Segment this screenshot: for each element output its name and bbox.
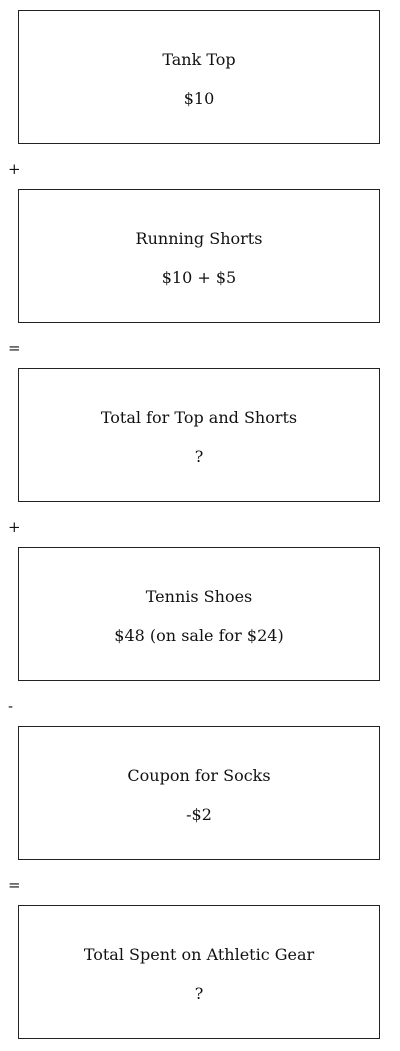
- box-title: Running Shorts: [135, 229, 263, 248]
- box-title: Total Spent on Athletic Gear: [83, 945, 315, 964]
- plus-operator: +: [8, 160, 21, 178]
- box-value: -$2: [186, 805, 212, 824]
- box-value: ?: [194, 447, 204, 466]
- box-title: Total for Top and Shorts: [100, 408, 298, 427]
- box-title: Tennis Shoes: [145, 587, 253, 606]
- box-value: $10: [183, 89, 215, 108]
- minus-operator: -: [8, 697, 14, 715]
- tank-top-box: [18, 10, 380, 144]
- box-title: Coupon for Socks: [127, 766, 271, 785]
- box-value: $48 (on sale for $24): [114, 626, 284, 645]
- box-title: Tank Top: [162, 50, 236, 69]
- total-top-shorts-box: [18, 368, 380, 502]
- total-athletic-gear-box: [18, 905, 380, 1039]
- plus-operator: +: [8, 518, 21, 536]
- box-value: ?: [194, 984, 204, 1003]
- coupon-socks-box: [18, 726, 380, 860]
- box-value: $10 + $5: [161, 268, 237, 287]
- running-shorts-box: [18, 189, 380, 323]
- tennis-shoes-box: [18, 547, 380, 681]
- equals-operator: =: [8, 876, 21, 894]
- equals-operator: =: [8, 339, 21, 357]
